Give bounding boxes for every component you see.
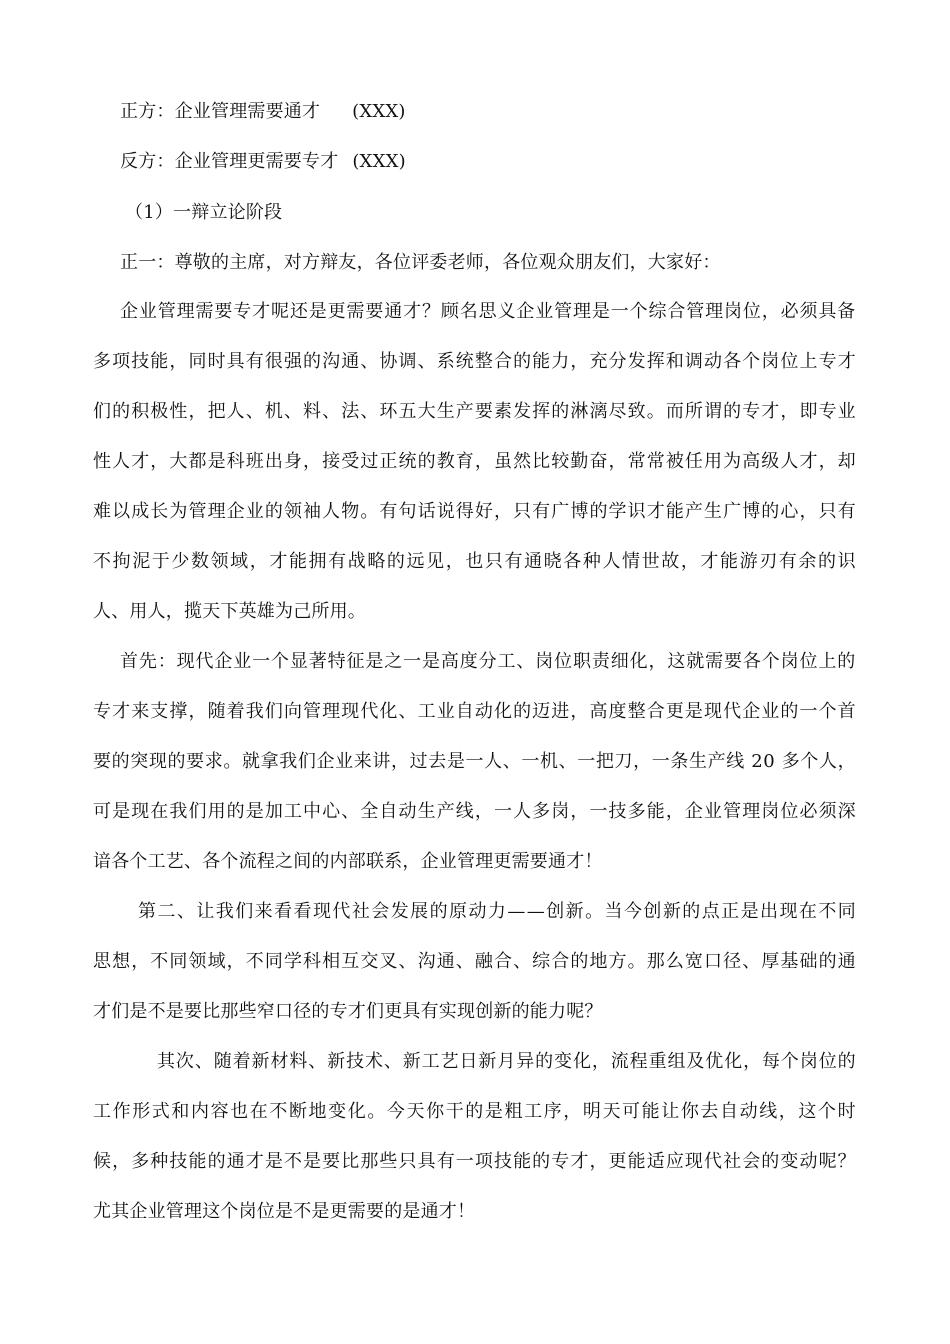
body-line-3: 们 的 积 极 性 ， 把 人 、 机 、 料 、 法 、 环 五 大 生 产 要 素 发 挥 的 淋 漓 尽 致 。 而 所 谓 的 专 才 ， 即 专 业 xyxy=(93,401,856,422)
body-line-2: 多 项 技 能 ， 同 时 具 有 很 强 的 沟 通 、 协 调 、 系 统 整 合 的 能 力 ， 充 分 发 挥 和 调 动 各 个 岗 位 上 专 才 xyxy=(93,351,856,372)
body-line-1: 企 业 管 理 需 要 专 才 呢 还 是 更 需 要 通 才 ？ 顾 名 思 义 企 业 管 理 是 一 个 综 合 管 理 岗 位 ， 必 须 具 备 xyxy=(120,301,856,322)
body-line-12: 谙各个工艺、各个流程之间的内部联系，企业管理更需要通才！ xyxy=(93,851,603,872)
body-line-14: 思 想 ， 不 同 领 域 ， 不 同 学 科 相 互 交 叉 、 沟 通 、 融 合 、 综 合 的 地 方 。 那 么 宽 口 径 、 厚 基 础 的 通 xyxy=(93,951,856,972)
body-line-17: 工 作 形 式 和 内 容 也 在 不 断 地 变 化 。 今 天 你 干 的 是 粗 工 序 ， 明 天 可 能 让 你 去 自 动 线 ， 这 个 时 xyxy=(93,1101,856,1122)
body-line-11: 可 是 现 在 我 们 用 的 是 加 工 中 心 、 全 自 动 生 产 线 ， 一 人 多 岗 ， 一 技 多 能 ， 企 业 管 理 岗 位 必 须 深 xyxy=(93,801,856,822)
body-line-18: 候 ， 多 种 技 能 的 通 才 是 不 是 要 比 那 些 只 具 有 一 项 技 能 的 专 才 ， 更 能 适 应 现 代 社 会 的 变 动 呢 ？ xyxy=(93,1151,856,1172)
body-line-19: 尤其企业管理这个岗位是不是更需要的是通才！ xyxy=(93,1201,476,1222)
body-line-9: 专 才 来 支 撑 ， 随 着 我 们 向 管 理 现 代 化 、 工 业 自 动 化 的 迈 进 ， 高 度 整 合 更 是 现 代 企 业 的 一 个 首 xyxy=(93,701,856,722)
body-line-7: 人、用人，揽天下英雄为己所用。 xyxy=(93,601,366,622)
stage-heading: （1）一辩立论阶段 xyxy=(125,202,283,223)
greeting-line: 正一：尊敬的主席，对方辩友，各位评委老师，各位观众朋友们，大家好： xyxy=(120,252,721,273)
body-line-6: 不 拘 泥 于 少 数 领 域 ， 才 能 拥 有 战 略 的 远 见 ， 也 只 有 通 晓 各 种 人 情 世 故 ， 才 能 游 刃 有 余 的 识 xyxy=(93,551,856,572)
con-side-heading xyxy=(120,150,406,174)
pro-side-heading xyxy=(120,100,406,124)
pro-side-text: 正方：企业管理需要通才 xyxy=(120,101,321,122)
body-line-5: 难 以 成 长 为 管 理 企 业 的 领 袖 人 物 。 有 句 话 说 得 好 ， 只 有 广 博 的 学 识 才 能 产 生 广 博 的 心 ， 只 有 xyxy=(93,501,856,522)
body-line-10: 要 的 突 现 的 要 求 。 就 拿 我 们 企 业 来 讲 ， 过 去 是 一 人 、 一 机 、 一 把 刀 ， 一 条 生 产 线 2 0 多 个 人 ， xyxy=(93,751,856,772)
pro-side-name: (XXX) xyxy=(352,101,406,122)
body-line-15: 才们是不是要比那些窄口径的专才们更具有实现创新的能力呢？ xyxy=(93,1001,603,1022)
con-side-name: (XXX) xyxy=(352,151,406,172)
body-line-16: 其 次 、 随 着 新 材 料 、 新 技 术 、 新 工 艺 日 新 月 异 的 变 化 ， 流 程 重 组 及 优 化 ， 每 个 岗 位 的 xyxy=(157,1051,856,1072)
con-side-text: 反方：企业管理更需要专才 xyxy=(120,151,339,172)
body-line-4: 性 人 才 ， 大 都 是 科 班 出 身 ， 接 受 过 正 统 的 教 育 ， 虽 然 比 较 勤 奋 ， 常 常 被 任 用 为 高 级 人 才 ， 却 xyxy=(93,451,856,472)
body-line-13: 第 二 、 让 我 们 来 看 看 现 代 社 会 发 展 的 原 动 力 — — 创 新 。 当 今 创 新 的 点 正 是 出 现 在 不 同 xyxy=(138,901,856,922)
body-line-8: 首 先 ： 现 代 企 业 一 个 显 著 特 征 是 之 一 是 高 度 分 工 、 岗 位 职 责 细 化 ， 这 就 需 要 各 个 岗 位 上 的 xyxy=(120,651,856,672)
